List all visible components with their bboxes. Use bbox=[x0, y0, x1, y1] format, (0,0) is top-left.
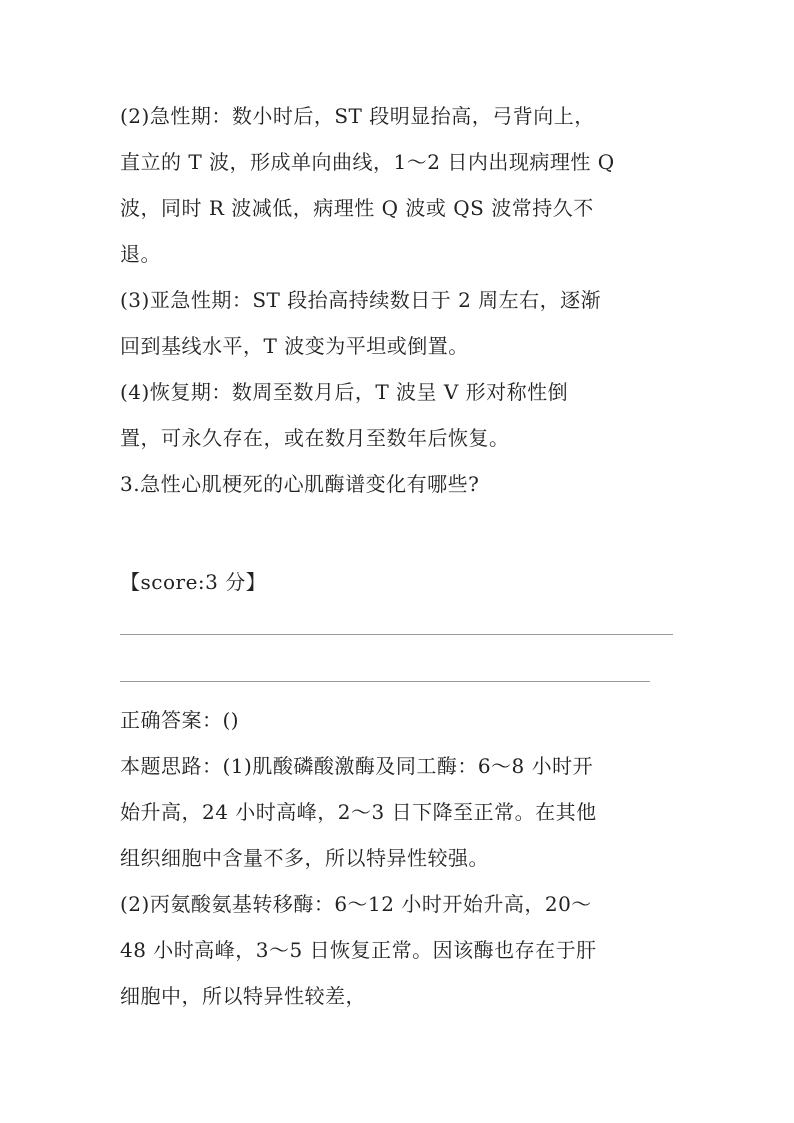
explanation-line: 本题思路：(1)肌酸磷酸激酶及同工酶：6～8 小时开 bbox=[120, 754, 594, 778]
explanation-line: 组织细胞中含量不多，所以特异性较强。 bbox=[120, 846, 489, 870]
explanation-line: 48 小时高峰，3～5 日恢复正常。因该酶也存在于肝 bbox=[120, 938, 597, 962]
explanation-line: 始升高，24 小时高峰，2～3 日下降至正常。在其他 bbox=[120, 800, 597, 824]
text-line-acute-phase: (2)急性期：数小时后，ST 段明显抬高，弓背向上， bbox=[120, 104, 595, 128]
answer-label: 正确答案：() bbox=[120, 708, 240, 732]
explanation-line: 细胞中，所以特异性较差， bbox=[120, 984, 366, 1008]
text-line: 波，同时 R 波减低，病理性 Q 波或 QS 波常持久不 bbox=[120, 196, 594, 220]
text-line: 置，可永久存在，或在数月至数年后恢复。 bbox=[120, 426, 510, 450]
answer-blank-line-1 bbox=[120, 634, 673, 635]
score-label: 【score:3 分】 bbox=[120, 570, 267, 594]
text-line: 退。 bbox=[120, 242, 161, 266]
question-3: 3.急性心肌梗死的心肌酶谱变化有哪些? bbox=[120, 472, 480, 496]
text-line-subacute-phase: (3)亚急性期：ST 段抬高持续数日于 2 周左右，逐渐 bbox=[120, 288, 602, 312]
explanation-line: (2)丙氨酸氨基转移酶：6～12 小时开始升高，20～ bbox=[120, 892, 592, 916]
answer-blank-line-2 bbox=[120, 681, 650, 682]
text-line: 回到基线水平，T 波变为平坦或倒置。 bbox=[120, 334, 469, 358]
text-line-recovery-phase: (4)恢复期：数周至数月后，T 波呈 V 形对称性倒 bbox=[120, 380, 569, 404]
text-line: 直立的 T 波，形成单向曲线，1～2 日内出现病理性 Q bbox=[120, 150, 615, 174]
